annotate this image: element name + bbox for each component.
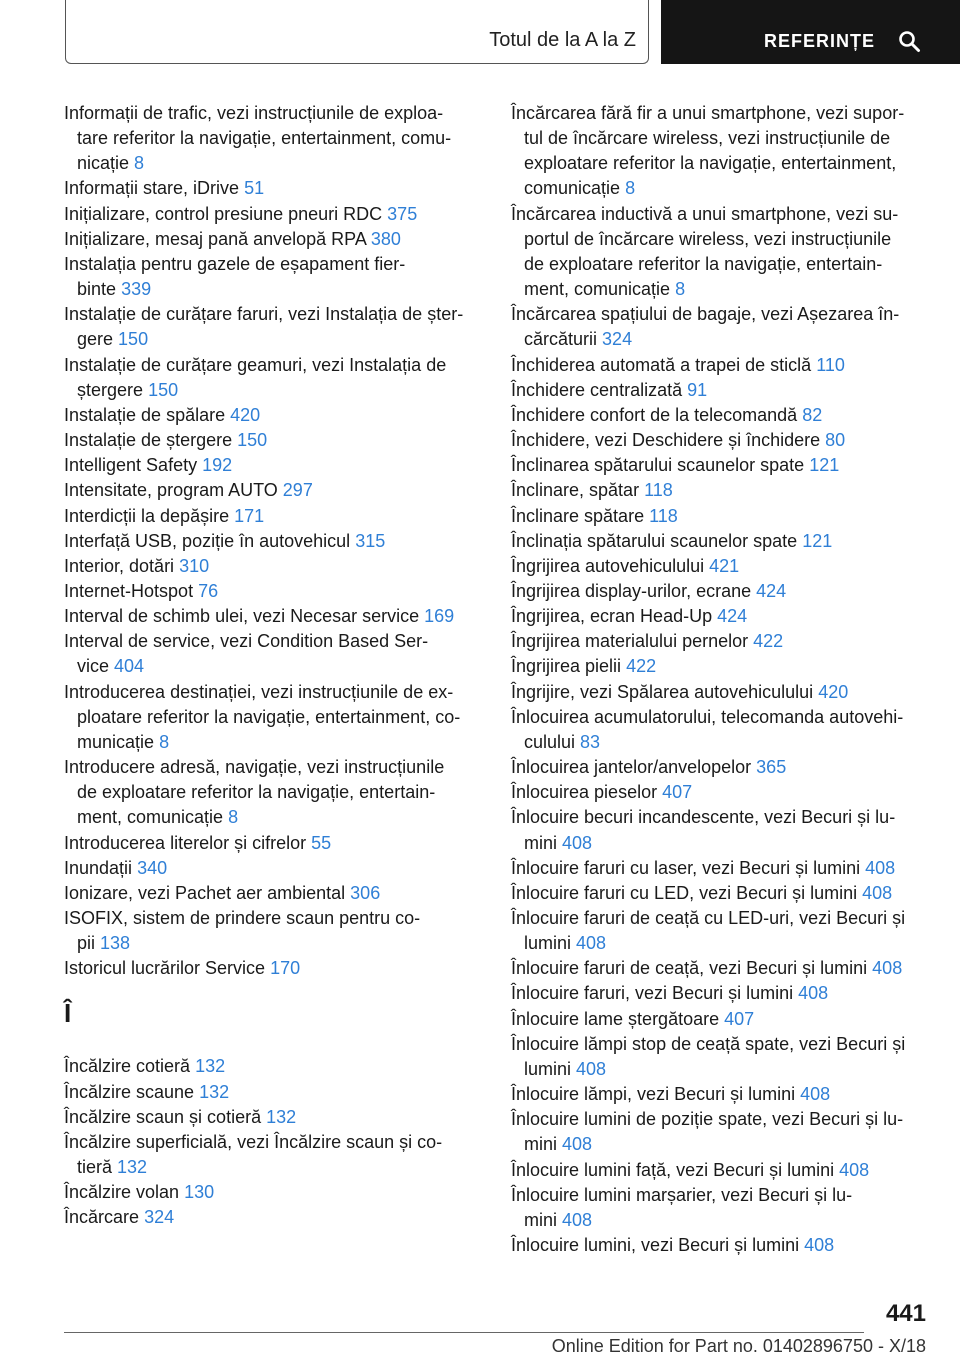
index-entry-text: Înlocuirea pieselor — [511, 782, 658, 803]
index-entry-page-link[interactable]: 420 — [818, 681, 849, 702]
index-entry — [511, 579, 931, 604]
index-entry-text: Încălzire scaun și cotieră — [64, 1106, 262, 1127]
index-entry-text: Instalație de curățare geamuri, vezi Instalația de — [64, 354, 447, 375]
index-entry-text: Încălzire superficială, vezi Încălzire scaun și co- — [64, 1131, 443, 1152]
index-entry-text-cont: ment, comunicație — [77, 807, 224, 828]
index-entry — [64, 881, 480, 906]
index-entry-text-cont: pii — [77, 933, 96, 954]
index-entry-text: Încălzire volan — [64, 1182, 180, 1203]
index-entry — [64, 428, 480, 453]
index-entry-text: Încărcarea spațiului de bagaje, vezi Așezarea în- — [511, 304, 900, 325]
index-entry — [64, 755, 480, 830]
index-entry — [511, 780, 931, 805]
index-entry — [64, 856, 480, 881]
index-entry-text: Îngrijirea, ecran Head-Up — [511, 606, 713, 627]
index-entry-page-link[interactable]: 408 — [576, 933, 607, 954]
index-entry — [64, 1080, 480, 1105]
index-entry — [64, 680, 480, 755]
index-entry-text: Închidere, vezi Deschidere și închidere — [511, 430, 821, 451]
index-entry-page-link[interactable]: 82 — [802, 404, 823, 425]
index-entry-text: Introducerea destinației, vezi instrucțiunile de ex- — [64, 681, 454, 702]
index-entry — [64, 403, 480, 428]
index-entry-text: Îngrijirea materialului pernelor — [511, 631, 749, 652]
index-entry-page-link[interactable]: 8 — [675, 279, 686, 300]
index-entry-page-link[interactable]: 408 — [872, 958, 903, 979]
index-entry-page-link[interactable]: 8 — [134, 153, 145, 174]
index-entry — [64, 101, 480, 176]
index-entry-page-link[interactable]: 297 — [282, 480, 313, 501]
index-entry-page-link[interactable]: 150 — [237, 430, 268, 451]
index-list-left-b — [64, 1054, 480, 1230]
index-entry-page-link[interactable]: 380 — [370, 228, 401, 249]
index-entry — [511, 403, 931, 428]
index-entry-text: Închidere centralizată — [511, 379, 683, 400]
index-entry-page-link[interactable]: 8 — [228, 807, 239, 828]
index-entry — [511, 554, 931, 579]
index-entry-page-link[interactable]: 306 — [350, 882, 381, 903]
index-entry-text: Instalația pentru gazele de eșapament fier- — [64, 253, 406, 274]
index-entry-page-link[interactable]: 421 — [709, 555, 740, 576]
index-entry-page-link[interactable]: 339 — [121, 279, 152, 300]
index-entry-page-link[interactable]: 422 — [753, 631, 784, 652]
index-entry-text: Informații stare, iDrive — [64, 178, 240, 199]
index-entry-page-link[interactable]: 408 — [798, 983, 829, 1004]
index-entry — [511, 1183, 931, 1233]
index-entry-text-cont: exploatare referitor la navigație, entertainment, — [524, 153, 897, 174]
index-entry — [511, 302, 931, 352]
index-entry-text: ISOFIX, sistem de prindere scaun pentru co- — [64, 908, 421, 928]
index-entry-page-link[interactable]: 192 — [202, 455, 233, 476]
index-entry — [511, 654, 931, 679]
index-entry — [64, 1180, 480, 1205]
index-entry-page-link[interactable]: 150 — [118, 329, 149, 350]
index-entry-text-cont: vice — [77, 656, 110, 677]
index-entry — [511, 856, 931, 881]
index-entry-text: Înlocuire lumini marșarier, vezi Becuri și lu- — [511, 1184, 853, 1205]
index-entry — [64, 1130, 480, 1180]
index-entry — [64, 302, 480, 352]
index-entry — [511, 428, 931, 453]
index-entry-page-link[interactable]: 375 — [387, 203, 418, 224]
index-entry — [64, 554, 480, 579]
index-entry-text: Inițializare, control presiune pneuri RDC — [64, 203, 383, 224]
index-entry-text-cont: lumini — [524, 1058, 572, 1079]
index-entry-page-link[interactable]: 420 — [230, 404, 261, 425]
index-entry — [511, 202, 931, 303]
index-entry — [511, 101, 931, 202]
footer-text: Online Edition for Part no. 01402896750 - X/18 — [551, 1336, 926, 1356]
header-section[interactable] — [661, 0, 960, 64]
index-entry — [511, 629, 931, 654]
index-entry — [511, 1082, 931, 1107]
index-entry-text: Închiderea automată a trapei de sticlă — [511, 354, 812, 375]
index-entry-page-link[interactable]: 118 — [649, 505, 678, 526]
index-entry — [64, 202, 480, 227]
index-entry-text: Încărcarea fără fir a unui smartphone, vezi supor- — [511, 103, 905, 123]
index-entry-page-link[interactable]: 8 — [159, 731, 170, 752]
index-entry-text-cont: mini — [524, 1134, 558, 1155]
index-entry-text: Încărcarea inductivă a unui smartphone, vezi su- — [511, 203, 899, 224]
footer-divider — [64, 1332, 864, 1333]
index-entry-page-link[interactable]: 121 — [802, 530, 833, 551]
index-entry-text: Încălzire scaune — [64, 1081, 195, 1102]
index-entry-page-link[interactable]: 138 — [100, 933, 131, 954]
index-entry-text: Înlocuire lămpi, vezi Becuri și lumini — [511, 1084, 796, 1105]
index-entry-page-link[interactable]: 408 — [576, 1058, 607, 1079]
index-entry-page-link[interactable]: 171 — [234, 505, 265, 526]
index-entry — [64, 176, 480, 201]
index-entry — [511, 529, 931, 554]
index-list-right — [511, 101, 931, 1258]
index-entry-text: Intelligent Safety — [64, 455, 198, 476]
index-entry-text-cont: culului — [524, 731, 576, 752]
index-entry-text: Îngrijirea display-urilor, ecrane — [511, 580, 752, 601]
index-entry — [511, 1158, 931, 1183]
index-entry-text: Interval de schimb ulei, vezi Necesar service — [64, 606, 420, 627]
header-section-label: REFERINȚE — [764, 31, 876, 51]
index-entry-text: Închidere confort de la telecomandă — [511, 404, 798, 425]
index-entry-page-link[interactable]: 324 — [144, 1207, 175, 1228]
index-entry-page-link[interactable]: 408 — [562, 832, 593, 853]
index-entry-text-cont: gere — [77, 329, 114, 350]
index-entry-text-cont: ploatare referitor la navigație, entertainment, co- — [77, 706, 461, 727]
index-entry-page-link[interactable]: 408 — [562, 1134, 593, 1155]
index-entry-page-link[interactable]: 83 — [580, 731, 601, 752]
index-entry-page-link[interactable]: 408 — [562, 1209, 593, 1230]
index-entry-text: Înlocuire faruri cu LED, vezi Becuri și lumini — [511, 882, 858, 903]
index-entry-text-cont: de exploatare referitor la navigație, entertain- — [524, 253, 883, 274]
index-entry-page-link[interactable]: 80 — [825, 430, 846, 451]
index-entry-text: Înlocuire lumini față, vezi Becuri și lumini — [511, 1159, 835, 1180]
index-entry-text: Înlocuire faruri de ceață cu LED-uri, vezi Becuri și — [511, 908, 906, 928]
index-entry-page-link[interactable]: 407 — [662, 782, 693, 803]
index-entry-text-cont: lumini — [524, 933, 572, 954]
index-entry — [64, 529, 480, 554]
index-entry-page-link[interactable]: 110 — [816, 354, 845, 375]
index-entry-text: Înlocuire faruri de ceață, vezi Becuri și lumini — [511, 958, 868, 979]
index-entry — [511, 1032, 931, 1082]
index-entry — [64, 1205, 480, 1230]
index-entry — [511, 981, 931, 1006]
index-entry-page-link[interactable]: 315 — [355, 530, 386, 551]
search-icon[interactable] — [897, 29, 921, 53]
index-entry-text: Informații de trafic, vezi instrucțiunile de exploa- — [64, 103, 444, 123]
index-entry-page-link[interactable]: 118 — [644, 480, 673, 501]
index-entry-page-link[interactable]: 132 — [199, 1081, 230, 1102]
index-entry-page-link[interactable]: 408 — [800, 1084, 831, 1105]
index-entry-page-link[interactable]: 408 — [865, 857, 896, 878]
index-entry — [511, 478, 931, 503]
index-entry-text: Inițializare, mesaj pană anvelopă RPA — [64, 228, 366, 249]
index-entry-page-link[interactable]: 121 — [809, 455, 840, 476]
index-entry-page-link[interactable]: 130 — [184, 1182, 215, 1203]
index-entry — [64, 629, 480, 679]
index-entry-text-cont: tieră — [77, 1157, 113, 1178]
index-entry-text: Interfață USB, poziție în autovehicul — [64, 530, 351, 551]
index-entry-page-link[interactable]: 404 — [114, 656, 145, 677]
index-entry-text: Înlocuire lumini de poziție spate, vezi Becuri și lu- — [511, 1109, 904, 1130]
index-entry — [64, 604, 480, 629]
index-entry-text: Interval de service, vezi Condition Based Ser- — [64, 631, 429, 652]
index-entry-text-cont: portul de încărcare wireless, vezi instrucțiunile — [524, 228, 892, 249]
index-column-left — [64, 101, 480, 1231]
index-entry — [511, 453, 931, 478]
index-entry — [64, 252, 480, 302]
index-entry-text: Instalație de ștergere — [64, 430, 233, 451]
index-entry-text-cont: nicație — [77, 153, 130, 174]
index-entry — [511, 881, 931, 906]
index-entry-text: Intensitate, program AUTO — [64, 480, 278, 501]
index-entry — [511, 1007, 931, 1032]
index-entry — [511, 755, 931, 780]
index-entry-page-link[interactable]: 8 — [625, 178, 636, 199]
index-entry-text: Înlocuirea jantelor/anvelopelor — [511, 757, 752, 778]
index-entry-text: Înlocuire faruri, vezi Becuri și lumini — [511, 983, 794, 1004]
index-entry-page-link[interactable]: 150 — [148, 379, 179, 400]
index-entry-text-cont: municație — [77, 731, 155, 752]
index-entry-text: Înlocuire lumini, vezi Becuri și lumini — [511, 1235, 800, 1256]
index-entry-text: Instalație de curățare faruri, vezi Instalația de șter- — [64, 304, 464, 325]
index-entry-page-link[interactable]: 424 — [756, 580, 787, 601]
index-entry-text: Interior, dotări — [64, 555, 175, 576]
index-entry-page-link[interactable]: 170 — [270, 958, 301, 979]
index-entry — [511, 906, 931, 956]
index-entry-text: Încărcare — [64, 1207, 140, 1228]
index-entry — [64, 453, 480, 478]
index-entry-page-link[interactable]: 408 — [839, 1159, 870, 1180]
index-entry-text-cont: binte — [77, 279, 117, 300]
index-entry-page-link[interactable]: 407 — [724, 1008, 755, 1029]
index-entry-text: Înclinare, spătar — [511, 480, 640, 501]
index-entry-page-link[interactable]: 424 — [717, 606, 748, 627]
index-entry — [64, 478, 480, 503]
header-tab — [65, 0, 649, 64]
index-entry — [511, 680, 931, 705]
index-entry — [511, 353, 931, 378]
index-entry-text: Înlocuire faruri cu laser, vezi Becuri și lumini — [511, 857, 861, 878]
index-entry-text-cont: comunicație — [524, 178, 621, 199]
index-entry-text-cont: mini — [524, 1209, 558, 1230]
index-entry-text: Îngrijirea autovehiculului — [511, 555, 705, 576]
index-entry-page-link[interactable]: 76 — [198, 580, 219, 601]
index-entry — [64, 1054, 480, 1079]
index-entry-text: Înlocuire becuri incandescente, vezi Becuri și lu- — [511, 807, 896, 828]
index-entry-page-link[interactable]: 365 — [756, 757, 787, 778]
index-entry-text: Înclinare spătare — [511, 505, 645, 526]
section-letter: Î — [64, 998, 72, 1029]
index-entry — [64, 1105, 480, 1130]
index-column-right — [511, 101, 931, 1258]
index-entry-text: Inundații — [64, 857, 133, 878]
index-entry-text: Îngrijirea pielii — [511, 656, 622, 677]
index-entry-text: Încălzire cotieră — [64, 1056, 191, 1077]
index-entry — [64, 353, 480, 403]
index-entry-text: Istoricul lucrărilor Service — [64, 958, 266, 979]
index-entry — [64, 504, 480, 529]
index-entry-text: Înlocuire lămpi stop de ceață spate, vezi Becuri și — [511, 1033, 906, 1054]
index-entry — [511, 705, 931, 755]
index-entry — [511, 1107, 931, 1157]
index-entry — [511, 805, 931, 855]
index-entry-page-link[interactable]: 132 — [117, 1157, 148, 1178]
header-tab-label: Totul de la A la Z — [489, 29, 636, 51]
index-entry-page-link[interactable]: 51 — [244, 178, 265, 199]
index-entry-page-link[interactable]: 132 — [266, 1106, 297, 1127]
index-entry — [64, 831, 480, 856]
index-entry — [64, 956, 480, 981]
index-entry-page-link[interactable]: 340 — [137, 857, 168, 878]
index-entry-text: Înclinația spătarului scaunelor spate — [511, 530, 798, 551]
index-entry-text: Ionizare, vezi Pachet aer ambiental — [64, 882, 346, 903]
index-entry-page-link[interactable]: 422 — [626, 656, 657, 677]
index-entry — [64, 906, 480, 956]
index-entry-text: Introducere adresă, navigație, vezi instrucțiunile — [64, 757, 445, 778]
index-entry — [511, 504, 931, 529]
index-entry-page-link[interactable]: 55 — [311, 832, 332, 853]
index-entry-text: Internet-Hotspot — [64, 580, 194, 601]
index-entry-text: Instalație de spălare — [64, 404, 226, 425]
index-entry-text-cont: cărcăturii — [524, 329, 598, 350]
index-entry — [511, 378, 931, 403]
index-entry — [511, 1233, 931, 1258]
index-entry — [511, 956, 931, 981]
index-entry-page-link[interactable]: 91 — [687, 379, 708, 400]
page-number: 441 — [885, 1300, 926, 1327]
index-entry — [64, 579, 480, 604]
index-entry-text: Înclinarea spătarului scaunelor spate — [511, 455, 805, 476]
index-entry-text: Introducerea literelor și cifrelor — [64, 832, 307, 853]
index-entry-text: Interdicții la depășire — [64, 505, 230, 526]
index-entry-page-link[interactable]: 310 — [179, 555, 210, 576]
index-entry-page-link[interactable]: 169 — [424, 606, 455, 627]
index-entry-page-link[interactable]: 408 — [862, 882, 893, 903]
index-entry-text-cont: ștergere — [77, 379, 144, 400]
index-entry-text-cont: de exploatare referitor la navigație, entertain- — [77, 782, 436, 803]
index-entry-page-link[interactable]: 408 — [804, 1235, 835, 1256]
index-entry-page-link[interactable]: 324 — [602, 329, 633, 350]
index-entry-text: Înlocuirea acumulatorului, telecomanda autovehi- — [511, 706, 904, 727]
index-entry-text-cont: tul de încărcare wireless, vezi instrucțiunile de — [524, 128, 891, 149]
index-entry — [64, 227, 480, 252]
index-entry-text-cont: mini — [524, 832, 558, 853]
index-entry-page-link[interactable]: 132 — [195, 1056, 226, 1077]
index-entry — [511, 604, 931, 629]
index-entry-text: Îngrijire, vezi Spălarea autovehiculului — [511, 681, 814, 702]
index-list-left-a — [64, 101, 480, 981]
index-entry-text-cont: tare referitor la navigație, entertainment, comu- — [77, 128, 452, 149]
index-entry-text-cont: ment, comunicație — [524, 279, 671, 300]
index-entry-text: Înlocuire lame ștergătoare — [511, 1008, 720, 1029]
